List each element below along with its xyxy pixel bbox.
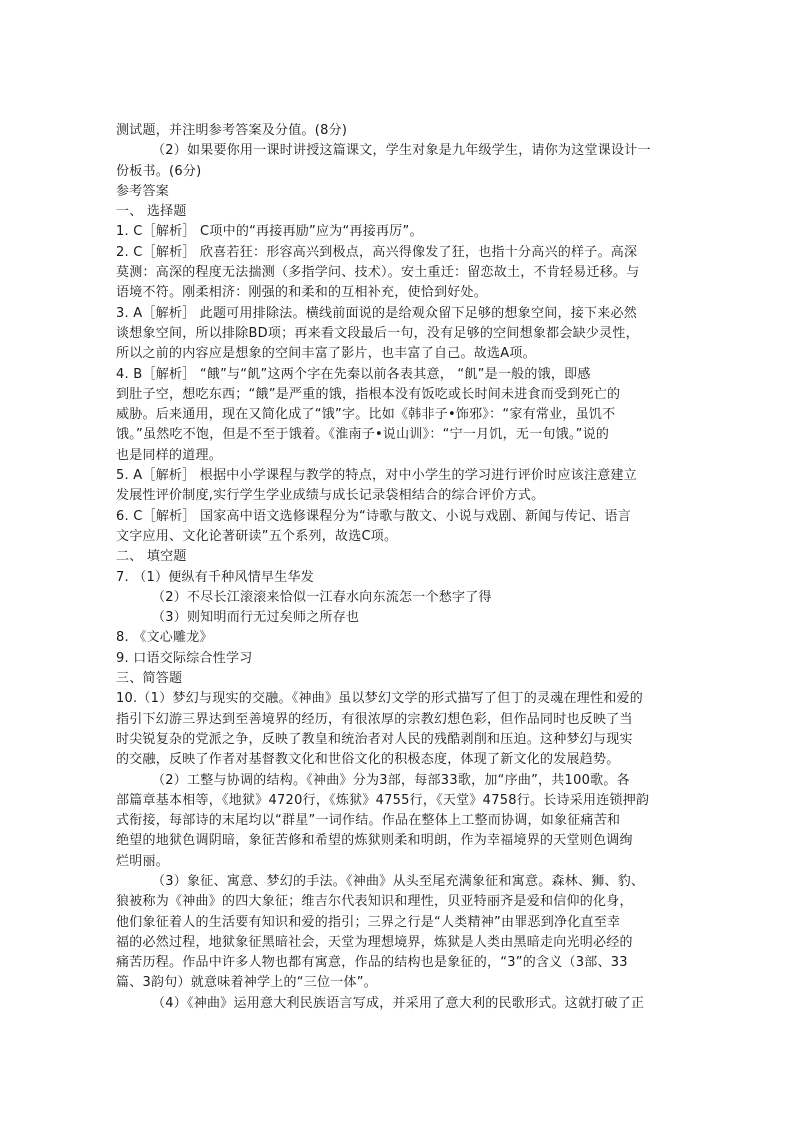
- section-title: 一、 选择题: [116, 204, 187, 220]
- answer-line: 式衔接，每部诗的末尾均以“群星”一词作结。作品在整体上工整而协调，如象征痛苦和: [116, 813, 621, 829]
- answer-line: 8. 《文心雕龙》: [116, 630, 213, 646]
- answer-line: 痛苦历程。作品中许多人物也都有寓意，作品的结构也是象征的，“3”的含义（3部、33: [116, 955, 628, 971]
- answer-line: （3）象征、寓意、梦幻的手法。《神曲》从头至尾充满象征和寓意。森林、狮、豹、: [152, 873, 645, 889]
- answer-line: 所以之前的内容应是想象的空间丰富了影片，也丰富了自己。故选A项。: [116, 346, 536, 362]
- answer-line: 3. A［解析］ 此题可用排除法。横线前面说的是给观众留下足够的想象空间，接下来必然: [116, 305, 638, 321]
- answer-line: （4）《神曲》运用意大利民族语言写成，并采用了意大利的民歌形式。这就打破了正: [152, 995, 645, 1011]
- answer-line: 绝望的地狱色调阴暗，象征苦修和希望的炼狱则柔和明朗，作为幸福境界的天堂则色调绚: [116, 833, 633, 849]
- answer-line: 指引下幻游三界达到至善境界的经历，有很浓厚的宗教幻想色彩，但作品同时也反映了当: [116, 711, 633, 727]
- answer-line: 狼被称为《神曲》的四大象征；维吉尔代表知识和理性，贝亚特丽齐是爱和信仰的化身，: [116, 894, 633, 910]
- section-title: 二、 填空题: [116, 549, 187, 565]
- answer-line: 威胁。后来通用，现在又简化成了“饿”字。比如《韩非子•饰邪》：“家有常业，虽饥不: [116, 407, 616, 423]
- answer-line: 福的必然过程，地狱象征黑暗社会，天堂为理想境界，炼狱是人类由黑暗走向光明必经的: [116, 934, 633, 950]
- section-short-answer: [116, 669, 676, 1014]
- answer-line: 到肚子空，想吃东西；“餓”是严重的饿，指根本没有饭吃或长时间未进食而受到死亡的: [116, 386, 621, 402]
- answer-line: 饿。”虽然吃不饱，但是不至于饿着。《淮南子•说山训》：“宁一月饥，无一旬饿。”说的: [116, 427, 610, 443]
- answer-line: 烂明丽。: [116, 853, 170, 869]
- answer-line: 莫测：高深的程度无法揣测（多指学问、技术）。安土重迁：留恋故土，不肯轻易迁移。与: [116, 265, 640, 281]
- answer-line: 7. （1）便纵有千种风情早生华发: [116, 569, 315, 585]
- answer-line: 也是同样的道理。: [116, 447, 223, 463]
- section-fill-blank: [116, 547, 676, 669]
- intro-line: 份板书。(6分): [116, 163, 202, 179]
- answer-line: 时尖锐复杂的党派之争，反映了教皇和统治者对人民的残酷剥削和压迫。这种梦幻与现实: [116, 731, 633, 747]
- answer-line: 他们象征着人的生活要有知识和爱的指引；三界之行是“人类精神”由罪恶到净化直至幸: [116, 914, 621, 930]
- answer-line: （3）则知明而行无过矣师之所存也: [152, 610, 360, 626]
- answer-line: 发展性评价制度,实行学生学业成绩与成长记录袋相结合的综合评价方式。: [116, 488, 545, 504]
- answer-line: 10.（1）梦幻与现实的交融。《神曲》虽以梦幻文学的形式描写了但丁的灵魂在理性和爱的: [116, 691, 643, 707]
- answer-line: （2）工整与协调的结构。《神曲》分为3部，每部33歌，加“序曲”，共100歌。各: [152, 772, 630, 788]
- answer-line: 4. B［解析］ “餓”与“飢”这两个字在先秦以前各表其意， “飢”是一般的饿，即感: [116, 366, 591, 382]
- question-intro: [116, 121, 676, 182]
- answers-heading: 参考答案: [116, 183, 170, 199]
- section-title: 三、简答题: [116, 671, 183, 687]
- answer-line: 1. C［解析］ C项中的“再接再励”应为“再接再厉”。: [116, 224, 423, 240]
- answer-line: 文字应用、文化论著研读”五个系列，故选C项。: [116, 528, 398, 544]
- answer-line: 篇、3韵句）就意味着神学上的“三位一体”。: [116, 975, 377, 991]
- answer-line: 的交融，反映了作者对基督教文化和世俗文化的积极态度，体现了新文化的发展趋势。: [116, 752, 620, 768]
- answer-line: 6. C［解析］ 国家高中语文选修课程分为“诗歌与散文、小说与戏剧、新闻与传记、语言: [116, 508, 631, 524]
- intro-line: 测试题，并注明参考答案及分值。(8分): [116, 123, 348, 138]
- document-page: [116, 121, 676, 1014]
- answer-line: 9. 口语交际综合性学习: [116, 650, 253, 666]
- answer-line: 谈想象空间，所以排除BD项；再来看文段最后一句，没有足够的空间想象都会缺少灵性，: [116, 325, 639, 341]
- answer-line: 2. C［解析］ 欣喜若狂：形容高兴到极点，高兴得像发了狂，也指十分高兴的样子。高深: [116, 244, 638, 260]
- answer-line: （2）不尽长江滚滚来恰似一江春水向东流怎一个愁字了得: [152, 589, 492, 605]
- answer-line: 语境不符。刚柔相济：刚强的和柔和的互相补充，使恰到好处。: [116, 285, 488, 301]
- answer-line: 5. A［解析］ 根据中小学课程与教学的特点，对中小学生的学习进行评价时应该注意建立: [116, 468, 638, 484]
- section-choice: [116, 202, 676, 547]
- answer-line: 部篇章基本相等，《地狱》4720行，《炼狱》4755行，《天堂》4758行。长诗采用连锁押韵: [116, 792, 650, 808]
- intro-line: （2）如果要你用一课时讲授这篇课文，学生对象是九年级学生，请你为这堂课设计一: [152, 143, 651, 159]
